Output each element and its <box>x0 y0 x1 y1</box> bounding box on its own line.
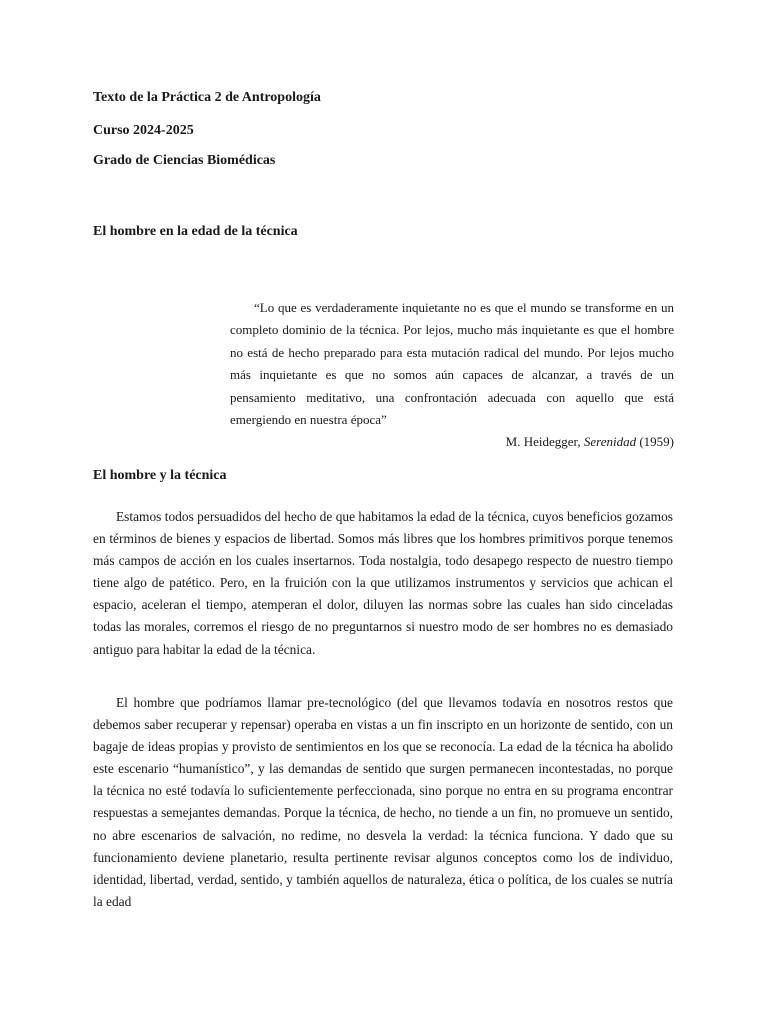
subsection-title: El hombre y la técnica <box>93 468 227 483</box>
epigraph-attribution <box>506 433 674 451</box>
degree-name: Grado de Ciencias Biomédicas <box>93 153 276 168</box>
document-title: Texto de la Práctica 2 de Antropología <box>93 90 321 105</box>
body-paragraph: El hombre que podríamos llamar pre-tecnológico (del que llevamos todavía en nosotros restos que debemos saber recuperar y repensar) operaba en vistas a un fin inscripto en un horizonte de sentido, con un bagaje de ideas propias y provisto de sentimientos en los que se reconocía. La edad de la técnica ha abolido este escenario “humanístico”, y las demandas de sentido que surgen permanecen incontestadas, no porque la técnica no esté todavía lo suficientemente perfeccionada, sino porque no entra en su programa encontrar respuestas a semejantes demandas. Porque la técnica, de hecho, no tiende a un fin, no promueve un sentido, no abre escenarios de salvación, no redime, no desvela la verdad: la técnica funciona. Y dado que su funcionamiento deviene planetario, resulta pertinente revisar algunos conceptos como los de individuo, identidad, libertad, verdad, sentido, y también aquellos de naturaleza, ética o política, de los cuales se nutría la edad <box>93 695 673 909</box>
course-year: Curso 2024-2025 <box>93 123 194 138</box>
epigraph-author: M. Heidegger, <box>505 434 581 449</box>
body-paragraph: Estamos todos persuadidos del hecho de que habitamos la edad de la técnica, cuyos beneficios gozamos en términos de bienes y espacios de libertad. Somos más libres que los hombres primitivos porque tenemos más campos de acción en los cuales insertarnos. Toda nostalgia, todo desapego respecto de nuestro tiempo tiene algo de patético. Pero, en la fruición con la que utilizamos instrumentos y servicios que achican el espacio, aceleran el tiempo, atemperan el dolor, diluyen las normas sobre las cuales han sido cinceladas todas las morales, corremos el riesgo de no preguntarnos si nuestro modo de ser hombres no es demasiado antiguo para habitar la edad de la técnica. <box>93 509 673 657</box>
epigraph-quote: “Lo que es verdaderamente inquietante no es que el mundo se transforme en un completo dominio de la técnica. Por lejos, mucho más inquietante es que el hombre no está de hecho preparado para esta mutación radical del mundo. Por lejos mucho más inquietante es que no somos aún capaces de alcanzar, a través de un pensamiento meditativo, una confrontación adecuada con aquello que está emergiendo en nuestra época” <box>230 300 674 428</box>
section-title: El hombre en la edad de la técnica <box>93 224 298 239</box>
epigraph-work: Serenidad <box>583 434 637 449</box>
epigraph-year: (1959) <box>639 434 674 449</box>
